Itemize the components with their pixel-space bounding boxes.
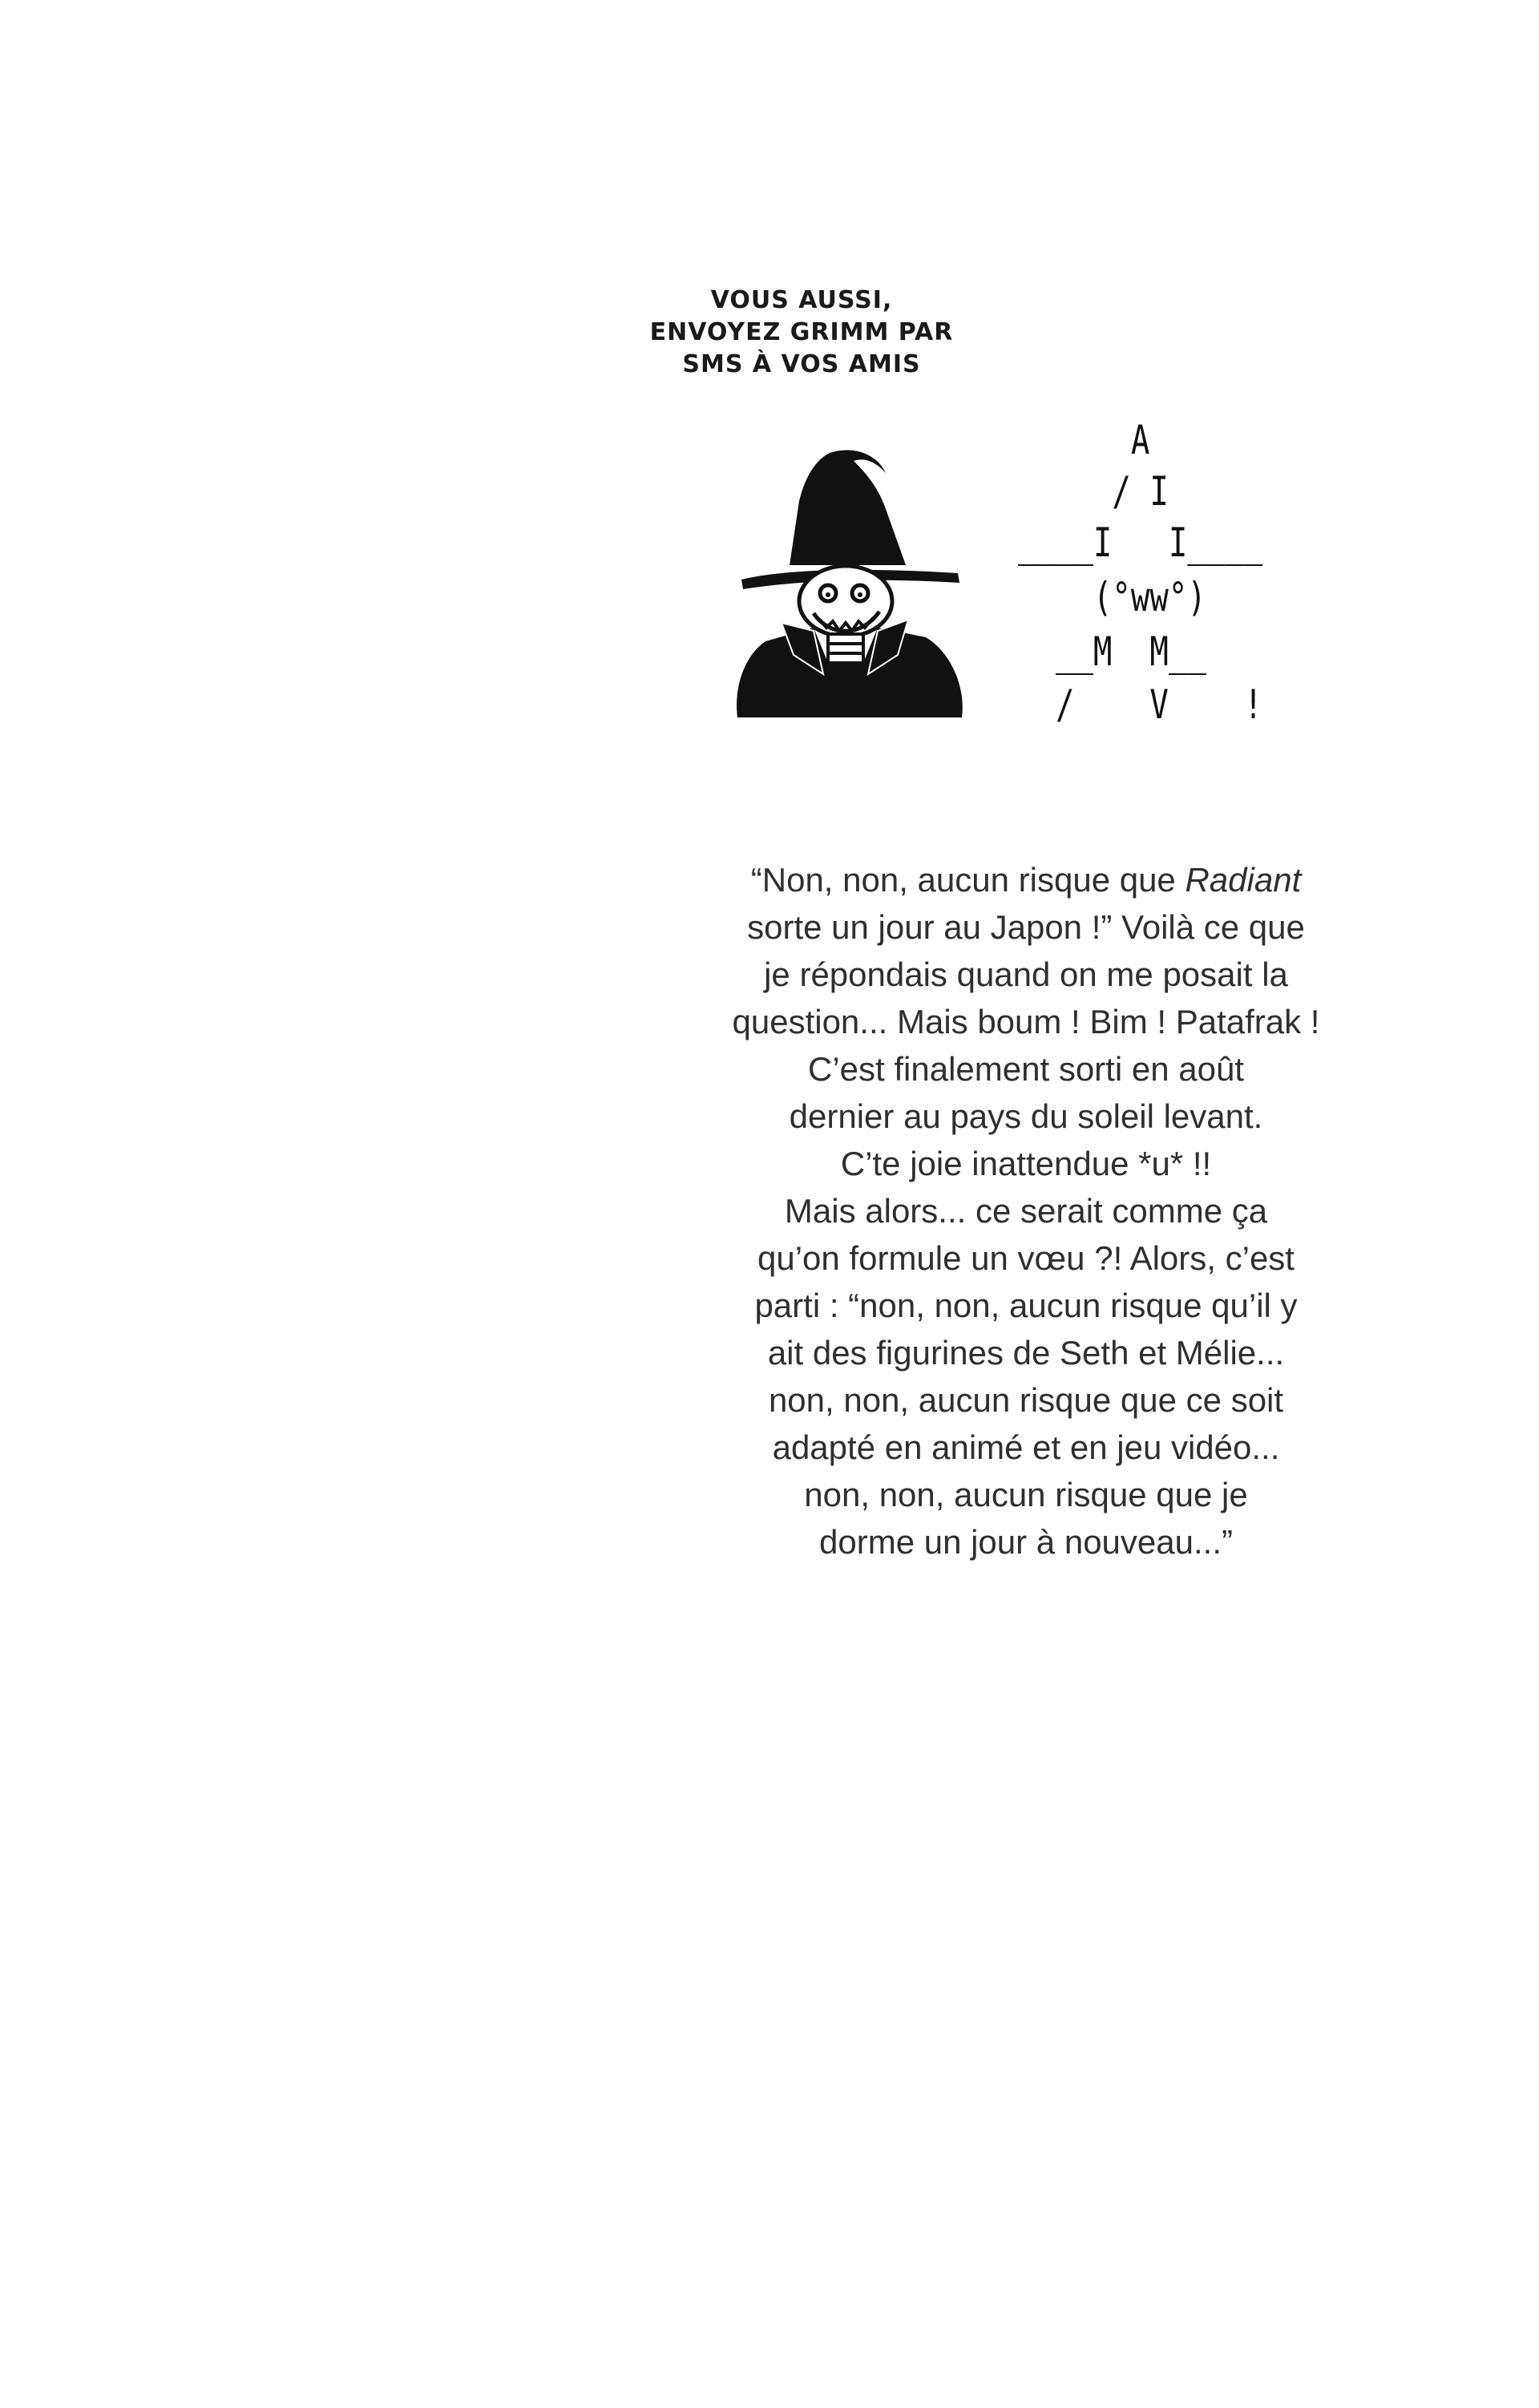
ascii-art-line: (°ww°) bbox=[1018, 574, 1206, 620]
note-line: ait des figurines de Seth et Mélie... bbox=[767, 1334, 1285, 1372]
ascii-art-line: A bbox=[1018, 417, 1150, 463]
ascii-art-line: / I bbox=[1018, 468, 1169, 515]
note-line: sorte un jour au Japon !” Voilà ce que bbox=[747, 908, 1305, 946]
book-title: Radiant bbox=[1185, 861, 1302, 899]
note-line: question... Mais boum ! Bim ! Patafrak ! bbox=[732, 1003, 1320, 1040]
witch-hat-skull-character-icon bbox=[733, 445, 966, 725]
caption-line: ENVOYEZ GRIMM PAR bbox=[649, 318, 954, 346]
note-line: non, non, aucun risque que je bbox=[804, 1476, 1248, 1513]
ascii-art-line: / V ! bbox=[1018, 681, 1263, 728]
note-line: je répondais quand on me posait la bbox=[764, 956, 1288, 993]
note-line bbox=[717, 856, 1335, 903]
note-line: non, non, aucun risque que ce soit bbox=[768, 1381, 1284, 1419]
caption-line: VOUS AUSSI, bbox=[710, 286, 893, 314]
note-line: C’est finalement sorti en août bbox=[808, 1050, 1244, 1088]
note-line: dorme un jour à nouveau...” bbox=[819, 1523, 1233, 1561]
ascii-art-character bbox=[1018, 417, 1323, 745]
note-line: dernier au pays du soleil levant. bbox=[789, 1097, 1263, 1135]
ascii-art-line: __M M__ bbox=[1018, 628, 1206, 675]
caption-line: SMS À VOS AMIS bbox=[682, 350, 921, 378]
ascii-art-line: ____I I____ bbox=[1018, 519, 1263, 566]
note-line: adapté en animé et en jeu vidéo... bbox=[772, 1428, 1280, 1466]
note-line: qu’on formule un vœu ?! Alors, c’est bbox=[757, 1239, 1295, 1277]
note-line: C’te joie inattendue *u* !! bbox=[840, 1145, 1212, 1182]
note-line-start: “Non, non, aucun risque que bbox=[750, 861, 1186, 899]
note-line: Mais alors... ce serait comme ça bbox=[784, 1192, 1268, 1230]
author-note bbox=[717, 856, 1335, 1566]
caption bbox=[577, 285, 1026, 381]
note-line: parti : “non, non, aucun risque qu’il y bbox=[754, 1287, 1298, 1324]
